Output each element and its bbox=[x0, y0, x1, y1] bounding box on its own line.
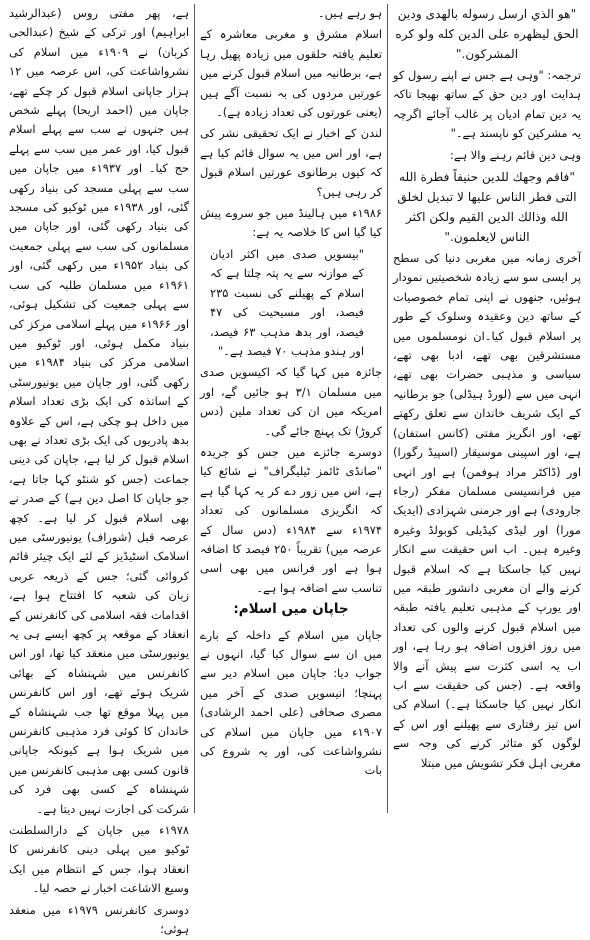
paragraph: آخری زمانہ میں مغربی دنیا کی سطح پر ایسی سو سے زیادہ شخصیتیں نمودار ہوئیں، جنھوں نے اپنی تمام خصوصیات کے ساتھ دین وعقیدہ وسلوک کے طور پر اسلام قبول کیا۔ان نومسلموں میں مستشرقین بھی تھے، ادبا بھی تھے، سیاسی و مذہبی حضرات بھی تھے، انہی میں سے (لورڈ ہیڈلی) جو برطانیہ کے ایک شریف خاندان سے تعلق رکھتے تھے، اور انگریز مفتی (کانس استفان) ہے، اور اسپینی موسیقار (اسپیڈ رگورا) اور (ڈاکٹر مراد ہوفمن) ہے اور انہی میں فرانسیسی مسلمان مفکر (رجاء جارودی) ہے اور جرمنی شہزادی (ایدیک مورا) اور لیڈی کیڈیلی کوبولڈ وغیرہ وغیرہ ہیں۔ اب اس حقیقت سے انکار نہیں کیا جاسکتا ہے کہ اسلام قبول کرنے والے ان مغربی دانشور طبقہ میں اور یورپ کے مذہبی تعلیم یافتہ طبقہ میں اسلام قبول کرنے والوں کی تعداد میں روز افزوں اضافہ ہو رہا ہے، اور اب یہ اسی کثرت سے پیش آنے والا واقعہ ہے۔ (جس کی حقیقت سے اب انکار نہیں کیا جاسکتا ہے۔) اسلام کی اس تیز رفتاری سے پھیلنے اور اس کے لوگوں کو متاثر کرنے کی وجہ سے مغربی اہل فکر تشویش میں مبتلا bbox=[393, 251, 581, 770]
paragraph: ہو رہے ہیں۔ bbox=[317, 6, 382, 20]
text-column-middle bbox=[194, 4, 388, 813]
paragraph: وہی دین قائم رہنے والا ہے: bbox=[450, 147, 581, 162]
survey-quote: "بیسویں صدی میں اکثر ادیان کے موازنہ سے یہ پتہ چلتا ہے کہ اسلام کے پھیلنے کی نسبت ۲۳۵ فیصد، اور مسیحیت کی ۴۷ فیصد، اور بدھ مذہب ۶۳ فیصد، اور ہندو مذہب ۷۰ فیصد ہے۔" bbox=[210, 246, 364, 358]
paragraph: ۱۹۷۸ء میں جاپان کے دارالسلطنت ٹوکیو میں پہلی دینی کانفرنس کا انعقاد ہوا، جس کے انتظام میں ایک وسیع الاشاعت اخبار نے حصہ لیا۔ bbox=[9, 823, 189, 896]
paragraph: اسلام مشرق و مغربی معاشرہ کے تعلیم یافتہ حلقوں میں زیادہ پھیل رہا ہے، برطانیہ میں اسلام قبول کرنے میں عورتیں مردوں کی بہ نسبت آگے ہیں (یعنی عورتوں کی تعداد زیادہ ہے)۔ bbox=[200, 27, 382, 120]
arabic-verse: "هو الذي ارسل رسوله بالهدى ودين الحق ليظهره على الدين كله ولو كره المشركون." bbox=[395, 7, 579, 61]
verse-translation: ترجمہ: "وہی ہے جس نے اپنے رسول کو ہدایت اور دین حق کے ساتھ بھیجا تاکہ یہ دین تمام ادیان پر غالب آجائے اگرچہ یہ مشرکین کو ناپسند ہے۔" bbox=[393, 68, 581, 141]
paragraph: جاپان میں اسلام کے داخلہ کے بارے میں ان سے سوال کیا گیا، انہوں نے جواب دیا: جاپان میں اسلام دیر سے پہنچا؛ انیسویں صدی کے آخر میں مصری صحافی (علی احمد الرشادی) ۱۹۰۷ء میں جاپان میں اسلام کی نشرواشاعت کی، اور یہ شروع کی بات bbox=[200, 627, 382, 778]
paragraph: ہے، پھر مفتی روس (عبدالرشید ابراہیم) اور ترکی کے شیخ (عبدالحی کربان) نے ۱۹۰۹ء میں اسلام کی نشرواشاعت کی، اس عرصہ میں ۱۲ ہزار جاپانی اسلام قبول کر چکے تھے، جاپان میں (احمد اریحا) پہلے شخص ہیں جنہوں نے سب سے پہلے اسلام قبول کیا، اور عمر میں سب سے پہلے حج کیا۔ اور ۱۹۳۷ء میں جاپان میں سب سے پہلی مسجد کی بنیاد رکھی گئی، اور ۱۹۳۸ء میں ٹوکیو کی مسجد کی بنیاد رکھی گئی، اور جاپان میں مسلمانوں کی سب سے پہلی جمعیت کی بنیاد ۱۹۵۲ء میں رکھی گئی، اور ۱۹۶۱ء میں مسلمان طلبہ کی سب سے پہلی جمعیت کی تشکیل ہوئی، اور ۱۹۶۶ء میں پہلے اسلامی مرکز کی بنیاد مکمل ہوئی، اور ٹوکیو میں اسلامی مرکز کی بنیاد ۱۹۸۴ء میں رکھی گئی، اور جاپان میں یونیورسٹی کے اساتذہ کی ایک بڑی تعداد اسلام میں داخل ہو چکی ہے، اس کے علاوہ بدھ پادریوں کی ایک بڑی تعداد نے بھی اسلام قبول کر لیا ہے، جاپان کی دینی جماعت (جس کو شنٹو کہا جاتا ہے، جو جاپان کا اصل دین ہے) کے صدر نے بھی اسلام قبول کر لیا ہے۔ کچھ عرصہ قبل (شوراف) یونیورسٹی میں اسلامک اسٹیڈیز کے لئے ایک چیئر قائم کروائی گئی؛ جس کے ذریعہ عربی زبان کی شعبہ کا افتتاح ہوا ہے، اقدامات فقہ اسلامی کی کانفرنس کے انعقاد کے موقعہ پر کچھ ایسے ہی یہ یونیورسٹی میں منعقد کیا تھا، اور اس کانفرنس میں شہنشاہ کے بھائی شریک ہوئے تھے، اور اس کانفرنس میں پہلا موقع تھا جب شہنشاہ کے خاندان کا کوئی فرد مذہبی کانفرنس میں شریک ہوا ہے کیونکہ جاپانی قانون کسی بھی مذہبی کانفرنس میں شہنشاہ کے کسی بھی فرد کی شرکت کی اجازت نہیں دیتا ہے۔ bbox=[9, 6, 190, 816]
arabic-verse: "فاقم وجهك للدين حنيفاً فطرة الله التى فطر الناس عليها لا تبديل لخلق الله وذالك الدين القيم ولكن اكثر الناس لايعلمون." bbox=[397, 170, 577, 245]
section-heading: جاپان میں اسلام: bbox=[233, 601, 349, 618]
paragraph: ۱۹۸۶ء میں ہالینڈ میں جو سروے پیش کیا گیا اس کا خلاصہ یہ ہے: bbox=[200, 206, 382, 240]
text-column-left bbox=[4, 4, 194, 937]
paragraph: دوسرے جائزے میں جس کو جریدہ "صانڈی ٹائمز ٹیلیگراف" نے شائع کیا ہے، اس میں زور دے کر یہ کہا گیا ہے کہ انگریزی مسلمانوں کی تعداد ۱۹۷۴ء سے ۱۹۸۴ء (دس سال کے عرصہ میں) تقریباً ۲۵۰ فیصد کا اضافہ ہوا ہے اور فرانس میں بھی اسی تناسب سے اضافہ ہوا ہے۔ bbox=[200, 444, 382, 595]
paragraph: دوسری کانفرنس ۱۹۷۹ء میں منعقد ہوئی؛ bbox=[9, 902, 189, 937]
paragraph: لندن کے اخبار نے ایک تحقیقی نشر کی ہے، اور اس میں یہ سوال قائم کیا ہے کہ کیوں برطانوی عورتیں اسلام قبول کر رہی ہیں؟ bbox=[200, 126, 382, 199]
paragraph: جائزہ میں کہا گیا کہ اکیسویں صدی میں مسلمان ۳/۱ ہو جائیں گے، اور امریکہ میں ان کی تعداد ملین (دس کروڑ) تک پہنچ جائے گی۔ bbox=[200, 365, 383, 438]
text-column-right bbox=[388, 4, 586, 813]
